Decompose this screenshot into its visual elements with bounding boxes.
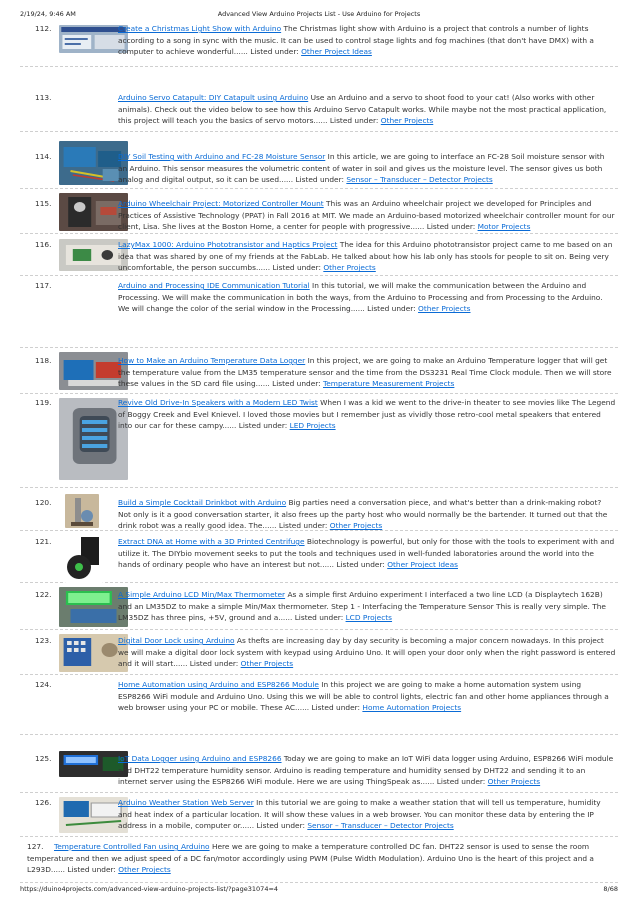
- print-datetime: 2/19/24, 9:46 AM: [20, 10, 76, 18]
- list-item: [20, 837, 618, 883]
- item-number: 121.: [35, 537, 52, 546]
- project-title-link[interactable]: DIY Soil Testing with Arduino and FC-28 Moisture Sensor: [118, 152, 326, 161]
- item-description: This was an Arduino wheelchair project we developed for Principles and Practices of Assistive Technology (PPAT) in Fall 2016 at MIT. We made an Arduino-based motorized wheelchair controller mount for our client, Lisa. She lives at the Boston Home, a center for people with progressive......: [118, 199, 615, 232]
- project-title-link[interactable]: How to Make an Arduino Temperature Data Logger: [118, 356, 306, 365]
- print-title: Advanced View Arduino Projects List - Use Arduino for Projects: [217, 10, 421, 18]
- project-title-link[interactable]: Revive Old Drive-In Speakers with a Modern LED Twist: [118, 398, 318, 407]
- list-item: [20, 189, 618, 234]
- category-link[interactable]: Motor Projects: [477, 222, 531, 232]
- listed-under-label: Listed under:: [367, 304, 416, 314]
- item-number: 116.: [35, 240, 52, 249]
- list-item: [20, 488, 618, 531]
- category-link[interactable]: Other Projects: [329, 521, 383, 531]
- item-text: [118, 397, 616, 432]
- category-link[interactable]: Other Projects: [418, 304, 471, 314]
- list-item: [20, 276, 618, 348]
- project-title-link[interactable]: Temperature Controlled Fan using Arduino: [54, 842, 210, 851]
- page-counter: 8/68: [603, 885, 618, 893]
- category-link[interactable]: Temperature Measurement Projects: [323, 379, 455, 389]
- item-description: In this article, we are going to interface an FC-28 Soil moisture sensor with an Arduino. This sensor measures the volumetric content of water in soil and gives us the moisture level. The sensor gives us both analog and digital output, so it can be used......: [118, 152, 605, 185]
- listed-under-label: Listed under:: [426, 222, 476, 232]
- category-link[interactable]: Home Automation Projects: [362, 703, 462, 713]
- list-item: [20, 735, 618, 793]
- project-title-link[interactable]: Extract DNA at Home with a 3D Printed Centrifuge: [118, 537, 305, 546]
- category-link[interactable]: Other Project Ideas: [301, 47, 372, 57]
- item-text: [118, 92, 616, 127]
- item-text: [118, 797, 616, 832]
- item-text: [118, 497, 616, 532]
- item-description: As a simple first Arduino experiment I interfaced a two line LCD (a Displaytech 162B) and an LM35DZ to make a simple Min/Max thermometer. Step 1 - Interfacing the Temperature Sensor This is really very simple. The LM35DZ has three pins, +5V, ground and a......: [118, 590, 606, 623]
- listed-under-label: Listed under:: [250, 47, 299, 57]
- category-link[interactable]: Other Projects: [240, 659, 294, 669]
- item-description: In this tutorial, we will make the communication between the Arduino and Processing. We will make the communication in both the ways, from the Arduino to Processing and from Processing to the Arduino. We will change the color of the serial window in the Processing......: [118, 281, 603, 314]
- project-title-link[interactable]: LazyMax 1000: Arduino Phototransistor and Haptics Project: [118, 240, 338, 249]
- listed-under-label: Listed under:: [272, 263, 321, 273]
- item-text: [118, 589, 616, 624]
- item-text: [118, 239, 616, 274]
- item-text: [118, 679, 616, 714]
- project-title-link[interactable]: Build a Simple Cocktail Drinkbot with Arduino: [118, 498, 287, 507]
- project-title-link[interactable]: Digital Door Lock using Arduino: [118, 636, 235, 645]
- listed-under-label: Listed under:: [256, 821, 305, 831]
- category-link[interactable]: LED Projects: [289, 421, 336, 431]
- item-text: [118, 355, 616, 390]
- item-number: 124.: [35, 680, 52, 689]
- listed-under-label: Listed under:: [336, 560, 385, 570]
- project-title-link[interactable]: Create a Christmas Light Show with Arduino: [118, 24, 282, 33]
- project-thumbnail: [65, 494, 99, 528]
- item-text: [118, 635, 616, 670]
- category-link[interactable]: Other Projects: [380, 116, 434, 126]
- category-link[interactable]: Sensor – Transducer – Detector Projects: [307, 821, 454, 831]
- list-item: [20, 348, 618, 394]
- item-description: In this project, we are going to make an Arduino Temperature logger that will get the temperature value from the LM35 temperature sensor and the time from the DS3231 Real Time Clock module. Then we will store these values in the SD card file using......: [118, 356, 612, 389]
- item-text: [118, 280, 616, 315]
- category-link[interactable]: LCD Projects: [345, 613, 393, 623]
- print-footer: [20, 885, 618, 895]
- list-item: [20, 793, 618, 837]
- project-thumbnail: [65, 533, 103, 583]
- item-description: The idea for this Arduino phototransistor project came to me based on an idea that was shared by one of my friends at the FabLab. He talked about how his lab only has stools for people to sit on. Being very uncomfortable, the person succumbs......: [118, 240, 613, 273]
- item-text: [118, 753, 616, 788]
- project-title-link[interactable]: Arduino Wheelchair Project: Motorized Controller Mount: [118, 199, 324, 208]
- item-number: 119.: [35, 398, 52, 407]
- project-title-link[interactable]: Home Automation using Arduino and ESP8266 Module: [118, 680, 319, 689]
- item-description: Use an Arduino and a servo to shoot food to your cat! (Also works with other animals). Check out the video below to see how this Arduino Servo Catapult works. While maybe not the most practical application, this project will teach you the basics of servo motors......: [118, 93, 607, 126]
- item-description: Big parties need a conversation piece, and what's better than a drink-making robot? Not only is it a good conversation starter, it also frees up the party host who would normally be the bartender. It turned out that the drink robot was a really good idea. The......: [118, 498, 608, 531]
- item-number: 114.: [35, 152, 52, 161]
- item-description: In this tutorial we are going to make a weather station that will tell us temperature, humidity and heat index of a particular location. It will show these values in a web browser. You can monitor these data by entering the IP address in a mobile, computer or......: [118, 798, 601, 831]
- listed-under-label: Listed under:: [295, 175, 344, 185]
- listed-under-label: Listed under:: [436, 777, 486, 787]
- listed-under-label: Listed under:: [272, 379, 321, 389]
- item-number: 118.: [35, 356, 52, 365]
- list-item: [20, 234, 618, 276]
- listed-under-label: Listed under:: [278, 521, 328, 531]
- list-item: [20, 675, 618, 735]
- item-description: Biotechnology is powerful, but only for those with the tools to experiment with and utilize it. The DIYbio movement seeks to put the tools and techniques used in well-funded laboratories around the world into the hands of ordinary people who have an interest but not......: [118, 537, 615, 570]
- list-item: [20, 67, 618, 132]
- category-link[interactable]: Other Project Ideas: [387, 560, 458, 570]
- list-item: [20, 132, 618, 189]
- item-text: [118, 23, 616, 58]
- item-description: In this project we are going to make a home automation system using ESP8266 WiFi module and Arduino Uno. Using this we will be able to control lights, electric fan and other home appliances through a web browser using your PC or mobile. These AC......: [118, 680, 609, 713]
- item-number: 125.: [35, 754, 52, 763]
- item-number: 122.: [35, 590, 52, 599]
- project-list: [20, 22, 618, 883]
- list-item: [20, 630, 618, 675]
- item-number: 113.: [35, 93, 52, 102]
- item-number: 126.: [35, 798, 52, 807]
- item-description: When I was a kid we went to the drive-in theater to see movies like The Legend of Boggy Creek and Evel Knievel. I loved those movies but I remember just as vividly those retro-cool metal speakers that entered into our car for these campy......: [118, 398, 616, 431]
- page-url: https://duino4projects.com/advanced-view-arduino-projects-list/?page31074=4: [20, 885, 279, 893]
- item-text: [118, 151, 616, 186]
- listed-under-label: Listed under:: [67, 865, 116, 875]
- project-title-link[interactable]: Arduino Servo Catapult: DIY Catapult using Arduino: [118, 93, 309, 102]
- project-title-link[interactable]: Arduino and Processing IDE Communication Tutorial: [118, 281, 310, 290]
- item-text: [118, 536, 616, 571]
- list-item: [20, 394, 618, 488]
- category-link[interactable]: Other Projects: [118, 865, 171, 875]
- item-description: As thefts are increasing day by day security is becoming a major concern nowadays. In this project we will make a digital door lock system with keypad using Arduino Uno. It will open your door only when the right password is entered and it will start......: [118, 636, 616, 669]
- listed-under-label: Listed under:: [311, 703, 361, 713]
- listed-under-label: Listed under:: [329, 116, 379, 126]
- item-number: 120.: [35, 498, 52, 507]
- item-number: 123.: [35, 636, 52, 645]
- list-item: [20, 531, 618, 583]
- listed-under-label: Listed under:: [238, 421, 288, 431]
- category-link[interactable]: Other Projects: [323, 263, 376, 273]
- print-header: [20, 10, 618, 20]
- item-description: The Christmas light show with Arduino is a project that controls a number of lights according to a song in sync with the music. It can be used to control stage lights and fog machines (that don't have DMX) with a computer to achieve wonderful......: [118, 24, 594, 57]
- item-number: 117.: [35, 281, 52, 290]
- item-number: 115.: [35, 199, 52, 208]
- item-number: 127.: [27, 842, 44, 851]
- item-description: Here we are going to make a temperature controlled DC fan. DHT22 sensor is used to sense the room temperature and then we adjust speed of a DC fan/motor accordingly using PWM (Pulse Width Modulation). Arduino Uno is the heart of this project and a L293D......: [27, 842, 594, 875]
- list-item: [20, 22, 618, 67]
- listed-under-label: Listed under:: [189, 659, 239, 669]
- item-number: 112.: [35, 24, 52, 33]
- item-text: [118, 198, 616, 233]
- project-title-link[interactable]: A Simple Arduino LCD Min/Max Thermometer: [118, 590, 286, 599]
- listed-under-label: Listed under:: [294, 613, 344, 623]
- category-link[interactable]: Sensor – Transducer – Detector Projects: [346, 175, 493, 185]
- item-text: [27, 841, 616, 876]
- project-title-link[interactable]: IoT Data Logger using Arduino and ESP8266: [118, 754, 282, 763]
- category-link[interactable]: Other Projects: [487, 777, 541, 787]
- list-item: [20, 583, 618, 630]
- project-title-link[interactable]: Arduino Weather Station Web Server: [118, 798, 254, 807]
- item-description: Today we are going to make an IoT WiFi data logger using Arduino, ESP8266 WiFi module and DHT22 temperature humidity sensor. Arduino is reading temperature and humidity sensed by DHT22 and sending it to an internet server using the ESP8266 WiFi module. Here we are using ThingSpeak as......: [118, 754, 614, 787]
